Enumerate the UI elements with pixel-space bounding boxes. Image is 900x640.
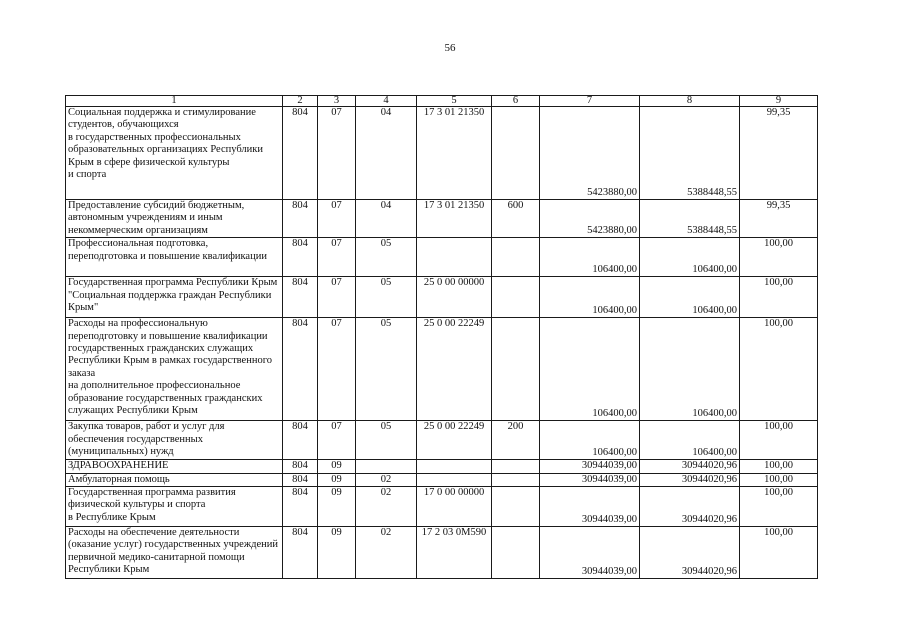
execution-percent: 100,00	[740, 460, 818, 473]
section-code: 07	[318, 238, 356, 277]
column-header: 3	[318, 96, 356, 107]
target-article-code: 17 0 00 00000	[417, 487, 492, 527]
actual-amount: 106400,00	[640, 318, 740, 421]
table-row	[66, 527, 818, 579]
execution-percent: 100,00	[740, 527, 818, 579]
target-article-code: 25 0 00 22249	[417, 318, 492, 421]
page-number: 56	[444, 42, 456, 54]
target-article-code: 25 0 00 22249	[417, 421, 492, 460]
column-header: 1	[66, 96, 283, 107]
expense-type-code: 200	[492, 421, 540, 460]
section-code: 09	[318, 527, 356, 579]
planned-amount: 106400,00	[540, 421, 640, 460]
subsection-code: 02	[356, 487, 417, 527]
grbs-code: 804	[283, 473, 318, 486]
actual-amount: 30944020,96	[640, 460, 740, 473]
target-article-code: 17 2 03 0М590	[417, 527, 492, 579]
target-article-code: 25 0 00 00000	[417, 277, 492, 318]
column-header: 9	[740, 96, 818, 107]
expense-name: Государственная программа развития физической культуры и спорта в Республике Крым	[66, 487, 283, 527]
expense-name: ЗДРАВООХРАНЕНИЕ	[66, 460, 283, 473]
actual-amount: 5388448,55	[640, 200, 740, 238]
table-row	[66, 473, 818, 486]
expense-name: Государственная программа Республики Крым "Социальная поддержка граждан Республики Крым"	[66, 277, 283, 318]
expense-type-code	[492, 473, 540, 486]
section-code: 09	[318, 487, 356, 527]
subsection-code: 04	[356, 107, 417, 200]
section-code: 07	[318, 318, 356, 421]
target-article-code	[417, 238, 492, 277]
subsection-code: 04	[356, 200, 417, 238]
table-row	[66, 460, 818, 473]
subsection-code: 05	[356, 238, 417, 277]
column-header: 8	[640, 96, 740, 107]
execution-percent: 100,00	[740, 277, 818, 318]
table-row	[66, 238, 818, 277]
target-article-code	[417, 460, 492, 473]
execution-percent: 100,00	[740, 238, 818, 277]
execution-percent: 99,35	[740, 107, 818, 200]
target-article-code: 17 3 01 21350	[417, 107, 492, 200]
expense-type-code	[492, 238, 540, 277]
subsection-code: 02	[356, 527, 417, 579]
column-header: 4	[356, 96, 417, 107]
subsection-code: 05	[356, 277, 417, 318]
grbs-code: 804	[283, 107, 318, 200]
expense-type-code	[492, 487, 540, 527]
table-header-row	[66, 96, 818, 107]
expense-type-code	[492, 107, 540, 200]
section-code: 07	[318, 200, 356, 238]
expense-type-code: 600	[492, 200, 540, 238]
execution-percent: 100,00	[740, 421, 818, 460]
execution-percent: 100,00	[740, 473, 818, 486]
actual-amount: 5388448,55	[640, 107, 740, 200]
section-code: 07	[318, 107, 356, 200]
expense-name: Предоставление субсидий бюджетным, автономным учреждениям и иным некоммерческим организациям	[66, 200, 283, 238]
table-row	[66, 200, 818, 238]
grbs-code: 804	[283, 200, 318, 238]
planned-amount: 5423880,00	[540, 200, 640, 238]
execution-percent: 100,00	[740, 487, 818, 527]
expense-name: Расходы на обеспечение деятельности (оказание услуг) государственных учреждений первичной медико-санитарной помощи Республики Крым	[66, 527, 283, 579]
table-row	[66, 318, 818, 421]
planned-amount: 106400,00	[540, 318, 640, 421]
section-code: 09	[318, 473, 356, 486]
table-row	[66, 277, 818, 318]
column-header: 5	[417, 96, 492, 107]
actual-amount: 106400,00	[640, 238, 740, 277]
grbs-code: 804	[283, 527, 318, 579]
actual-amount: 106400,00	[640, 421, 740, 460]
grbs-code: 804	[283, 421, 318, 460]
planned-amount: 30944039,00	[540, 473, 640, 486]
expense-name: Социальная поддержка и стимулирование студентов, обучающихся в государственных профессиональных образовательных организациях Республики Крым в сфере физической культуры и спорта	[66, 107, 283, 200]
table-row	[66, 487, 818, 527]
planned-amount: 106400,00	[540, 238, 640, 277]
expense-type-code	[492, 277, 540, 318]
expense-name: Профессиональная подготовка, переподготовка и повышение квалификации	[66, 238, 283, 277]
expense-name: Амбулаторная помощь	[66, 473, 283, 486]
grbs-code: 804	[283, 460, 318, 473]
column-header: 6	[492, 96, 540, 107]
planned-amount: 5423880,00	[540, 107, 640, 200]
column-header: 7	[540, 96, 640, 107]
table-row	[66, 421, 818, 460]
actual-amount: 106400,00	[640, 277, 740, 318]
planned-amount: 30944039,00	[540, 527, 640, 579]
target-article-code	[417, 473, 492, 486]
budget-table	[65, 95, 818, 579]
expense-name: Закупка товаров, работ и услуг для обеспечения государственных (муниципальных) нужд	[66, 421, 283, 460]
actual-amount: 30944020,96	[640, 473, 740, 486]
expense-type-code	[492, 318, 540, 421]
subsection-code	[356, 460, 417, 473]
subsection-code: 05	[356, 421, 417, 460]
column-header: 2	[283, 96, 318, 107]
section-code: 07	[318, 277, 356, 318]
planned-amount: 30944039,00	[540, 460, 640, 473]
planned-amount: 106400,00	[540, 277, 640, 318]
section-code: 09	[318, 460, 356, 473]
section-code: 07	[318, 421, 356, 460]
expense-name: Расходы на профессиональную переподготовку и повышение квалификации государственных гражданских служащих Республики Крым в рамках государственного заказа на дополнительное профессиональное образование государственных гражданских служащих Республики Крым	[66, 318, 283, 421]
table-row	[66, 107, 818, 200]
subsection-code: 02	[356, 473, 417, 486]
grbs-code: 804	[283, 277, 318, 318]
subsection-code: 05	[356, 318, 417, 421]
expense-type-code	[492, 460, 540, 473]
planned-amount: 30944039,00	[540, 487, 640, 527]
execution-percent: 100,00	[740, 318, 818, 421]
grbs-code: 804	[283, 318, 318, 421]
expense-type-code	[492, 527, 540, 579]
grbs-code: 804	[283, 487, 318, 527]
actual-amount: 30944020,96	[640, 487, 740, 527]
target-article-code: 17 3 01 21350	[417, 200, 492, 238]
actual-amount: 30944020,96	[640, 527, 740, 579]
execution-percent: 99,35	[740, 200, 818, 238]
grbs-code: 804	[283, 238, 318, 277]
